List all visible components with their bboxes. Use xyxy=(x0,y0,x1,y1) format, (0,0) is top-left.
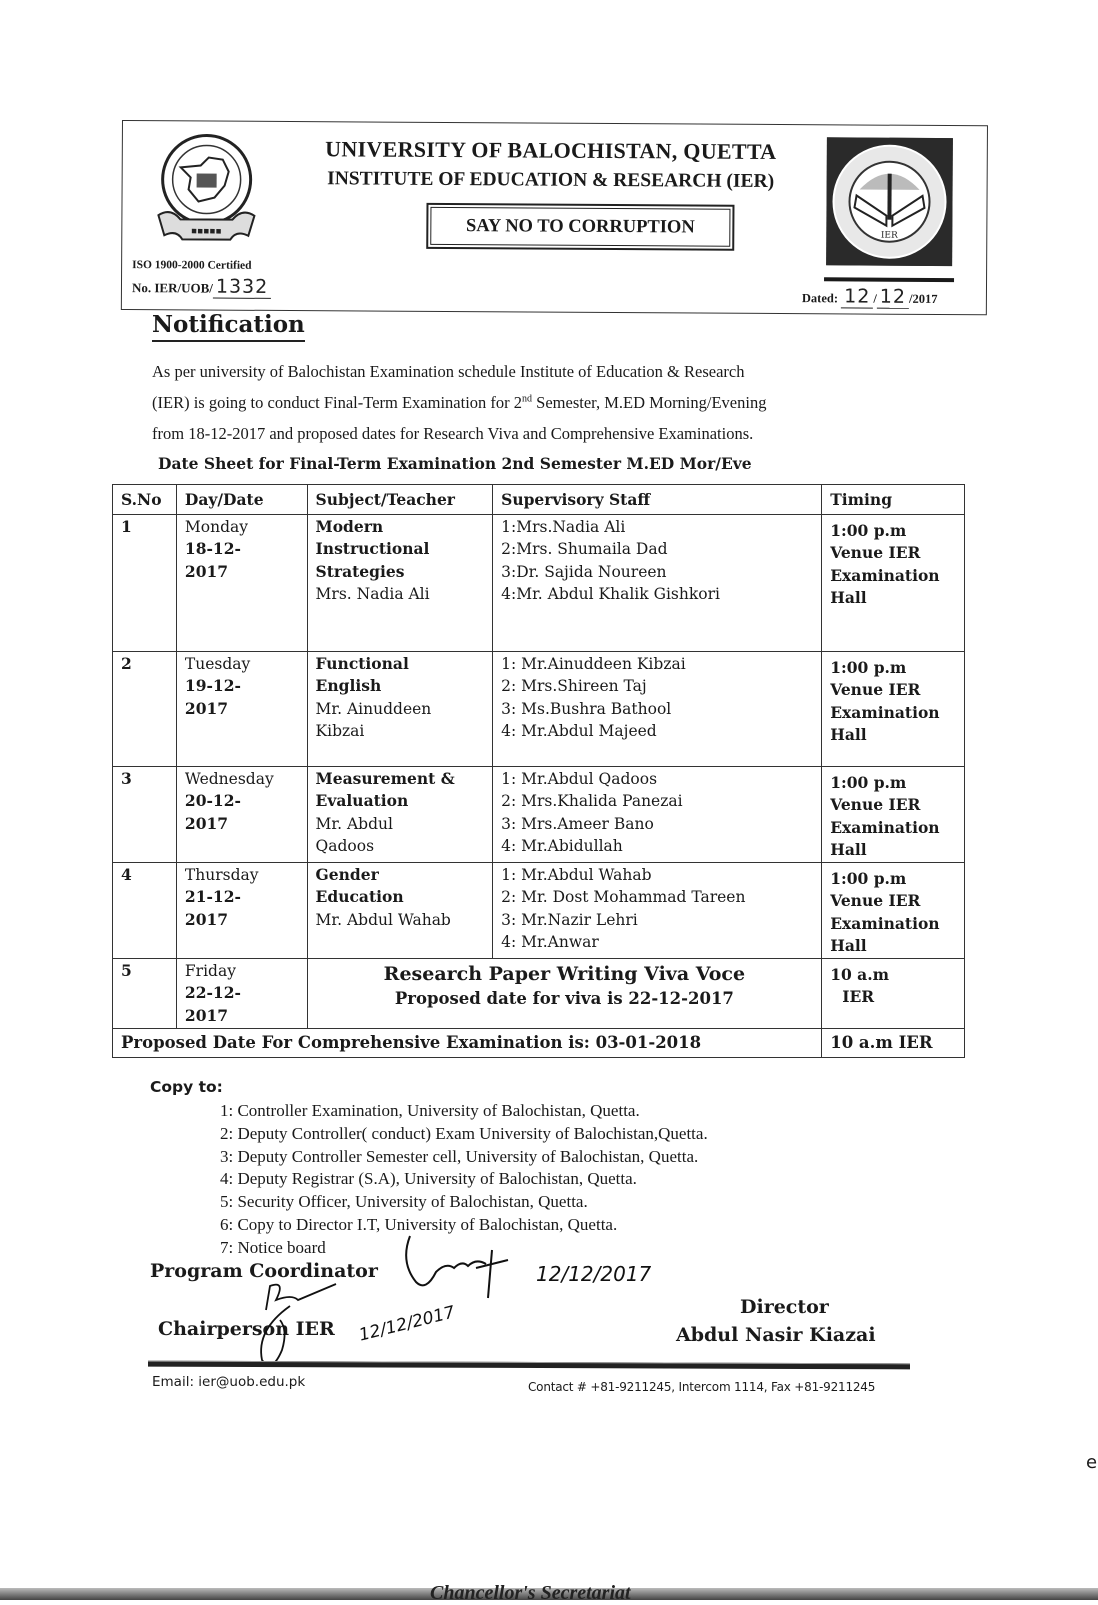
university-crest-logo-icon xyxy=(150,127,263,254)
date-field: Dated: 12 / 12 /2017 xyxy=(801,285,938,308)
table-row xyxy=(113,766,965,862)
row-sno: 5 xyxy=(113,958,177,1028)
reference-prefix: No. IER/UOB/ xyxy=(131,280,213,296)
row-day-date: Monday 18-12- 2017 xyxy=(176,514,307,651)
row-subject-teacher: Functional English Mr. Ainuddeen Kibzai xyxy=(307,651,493,766)
svg-text:IER: IER xyxy=(880,230,898,241)
row-supervisory-staff: 1:Mrs.Nadia Ali 2:Mrs. Shumaila Dad 3:Dr. Sajida Noureen 4:Mr. Abdul Khalik Gishkori xyxy=(493,514,822,651)
row-subject-teacher: Gender Education Mr. Abdul Wahab xyxy=(307,862,493,958)
table-row xyxy=(113,651,965,766)
row-day-date: Wednesday 20-12- 2017 xyxy=(176,766,307,862)
director-name: Abdul Nasir Kiazai xyxy=(676,1324,876,1346)
table-header-row xyxy=(113,485,965,515)
comprehensive-label: Proposed Date For Comprehensive Examination is: 03-01-2018 xyxy=(113,1028,822,1058)
dated-day: 12 xyxy=(841,285,873,308)
notification-paragraph-line-1: As per university of Balochistan Examination schedule Institute of Education & Research xyxy=(152,362,745,381)
reference-number-value: 1332 xyxy=(213,276,271,299)
header-supervisory-staff: Supervisory Staff xyxy=(493,485,822,515)
date-sheet-title: Date Sheet for Final-Term Examination 2nd Semester M.ED Mor/Eve xyxy=(158,454,752,473)
coordinator-sign-date: 12/12/2017 xyxy=(536,1262,652,1286)
ier-logo-icon xyxy=(826,137,953,266)
viva-voce-cell: Research Paper Writing Viva Voce Proposed date for viva is 22-12-2017 xyxy=(307,958,822,1028)
table-row xyxy=(113,958,965,1028)
footer-contact: Contact # +81-9211245, Intercom 1114, Fax +81-9211245 xyxy=(528,1380,876,1394)
row-day-date: Tuesday 19-12- 2017 xyxy=(176,651,307,766)
row-timing: 1:00 p.m Venue IER Examination Hall xyxy=(822,514,965,651)
svg-text:▪▪▪▪▪: ▪▪▪▪▪ xyxy=(191,226,222,237)
header-subject-teacher: Subject/Teacher xyxy=(307,485,493,515)
list-item: 6: Copy to Director I.T, University of Balochistan, Quetta. xyxy=(220,1214,618,1234)
bottom-page-fragment: Chancellor's Secretariat xyxy=(430,1582,631,1604)
chairperson-label: Chairperson IER xyxy=(158,1318,335,1340)
row-supervisory-staff: 1: Mr.Abdul Wahab 2: Mr. Dost Mohammad Tareen 3: Mr.Nazir Lehri 4: Mr.Anwar xyxy=(493,862,822,958)
edge-text-fragment: e xyxy=(1086,1452,1098,1473)
row-timing: 1:00 p.m Venue IER Examination Hall xyxy=(822,766,965,862)
dated-year: /2017 xyxy=(908,291,938,306)
notification-paragraph-line-2: (IER) is going to conduct Final-Term Examination for 2nd Semester, M.ED Morning/Evening xyxy=(152,393,767,412)
row-sno: 2 xyxy=(113,651,177,766)
logo-underline xyxy=(824,277,954,282)
row-day-date: Thursday 21-12- 2017 xyxy=(176,862,307,958)
header-sno: S.No xyxy=(113,485,177,515)
coordinator-signature-icon xyxy=(396,1232,536,1302)
row-supervisory-staff: 1: Mr.Abdul Qadoos 2: Mrs.Khalida Panezai 3: Mrs.Ameer Bano 4: Mr.Abidullah xyxy=(493,766,822,862)
table-row xyxy=(113,514,965,651)
row-timing: 1:00 p.m Venue IER Examination Hall xyxy=(822,651,965,766)
notification-paragraph-line-3: from 18-12-2017 and proposed dates for Research Viva and Comprehensive Examinations. xyxy=(152,424,754,443)
dated-month: 12 xyxy=(877,286,909,309)
copy-to-title: Copy to: xyxy=(150,1078,223,1096)
list-item: 2: Deputy Controller( conduct) Exam University of Balochistan,Quetta. xyxy=(220,1123,708,1143)
reference-number xyxy=(132,275,271,298)
row-subject-teacher: Modern Instructional Strategies Mrs. Nadia Ali xyxy=(307,514,493,651)
dated-label: Dated: xyxy=(801,291,839,306)
comprehensive-timing: 10 a.m IER xyxy=(822,1028,965,1058)
notification-title: Notification xyxy=(152,310,305,342)
row-sno: 4 xyxy=(113,862,177,958)
list-item: 1: Controller Examination, University of Balochistan, Quetta. xyxy=(220,1101,640,1120)
list-item: 5: Security Officer, University of Balochistan, Quetta. xyxy=(220,1192,588,1212)
list-item: 4: Deputy Registrar (S.A), University of Balochistan, Quetta. xyxy=(220,1169,637,1189)
list-item: 3: Deputy Controller Semester cell, University of Balochistan, Quetta. xyxy=(220,1146,699,1166)
list-item: 7: Notice board xyxy=(220,1237,326,1257)
program-coordinator-label: Program Coordinator xyxy=(150,1260,378,1282)
row-supervisory-staff: 1: Mr.Ainuddeen Kibzai 2: Mrs.Shireen Taj 3: Ms.Bushra Bathool 4: Mr.Abdul Majeed xyxy=(493,651,822,766)
row-sno: 3 xyxy=(113,766,177,862)
row-sno: 1 xyxy=(113,514,177,651)
row-subject-teacher: Measurement & Evaluation Mr. Abdul Qadoos xyxy=(307,766,493,862)
chairperson-sign-date: 12/12/2017 xyxy=(357,1302,457,1346)
iso-certification: ISO 1900-2000 Certified xyxy=(132,259,252,272)
letterhead xyxy=(121,120,988,315)
header-timing: Timing xyxy=(822,485,965,515)
row-day-date: Friday 22-12- 2017 xyxy=(176,958,307,1028)
comprehensive-row xyxy=(113,1028,965,1058)
footer-email: Email: ier@uob.edu.pk xyxy=(152,1374,306,1390)
table-row xyxy=(113,862,965,958)
date-sheet-table xyxy=(112,484,965,1058)
university-name: UNIVERSITY OF BALOCHISTAN, QUETTA xyxy=(325,136,777,164)
motto-box: SAY NO TO CORRUPTION xyxy=(426,203,734,251)
director-title: Director xyxy=(740,1296,829,1318)
row-timing: 10 a.m IER xyxy=(822,958,965,1028)
header-day-date: Day/Date xyxy=(176,485,307,515)
row-timing: 1:00 p.m Venue IER Examination Hall xyxy=(822,862,965,958)
institute-name: INSTITUTE OF EDUCATION & RESEARCH (IER) xyxy=(327,168,775,192)
